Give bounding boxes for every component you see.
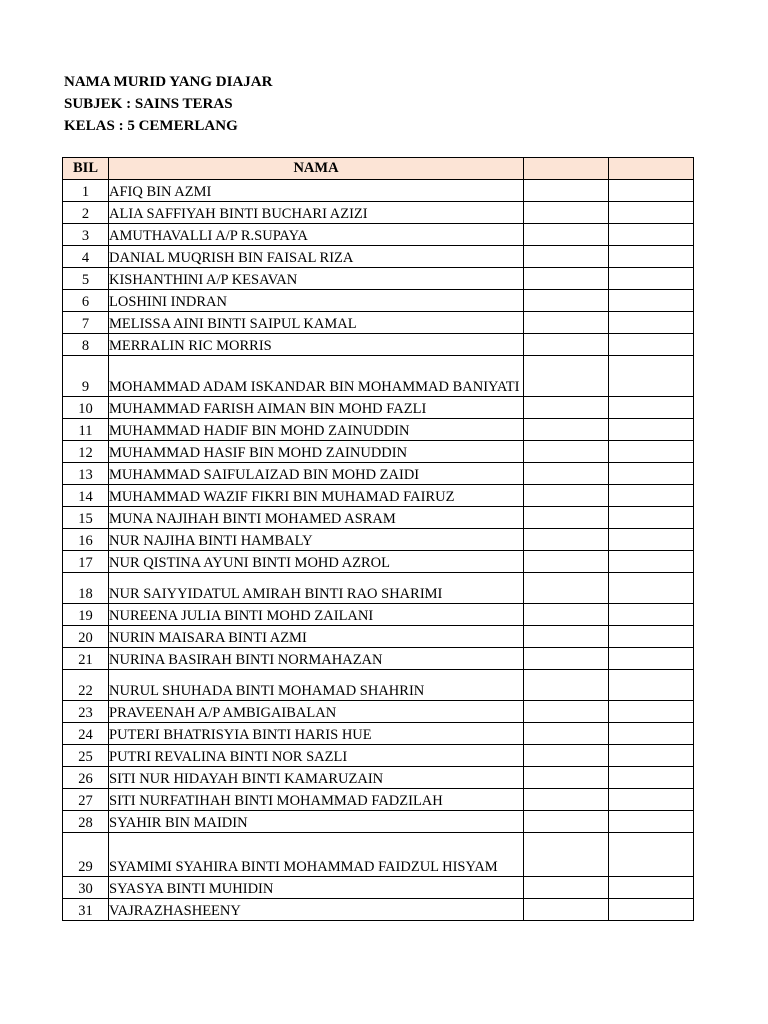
blank-cell-2 [609,573,694,604]
row-number: 2 [63,202,109,224]
table-row [63,767,694,789]
table-row [63,723,694,745]
student-name: SITI NURFATIHAH BINTI MOHAMMAD FADZILAH [109,789,524,811]
table-row [63,290,694,312]
row-number: 18 [63,573,109,604]
blank-cell-1 [524,224,609,246]
blank-cell-1 [524,485,609,507]
student-name: PUTRI REVALINA BINTI NOR SAZLI [109,745,524,767]
table-row [63,811,694,833]
table-row [63,268,694,290]
row-number: 17 [63,551,109,573]
blank-cell-1 [524,356,609,397]
row-number: 24 [63,723,109,745]
table-row [63,224,694,246]
table-row [63,789,694,811]
student-name: SITI NUR HIDAYAH BINTI KAMARUZAIN [109,767,524,789]
student-name: NURIN MAISARA BINTI AZMI [109,626,524,648]
header-blank-2 [609,158,694,180]
blank-cell-1 [524,648,609,670]
student-name: MUHAMMAD HASIF BIN MOHD ZAINUDDIN [109,441,524,463]
table-row [63,529,694,551]
student-name: MUHAMMAD FARISH AIMAN BIN MOHD FAZLI [109,397,524,419]
header-bil: BIL [63,158,109,180]
student-name: SYAMIMI SYAHIRA BINTI MOHAMMAD FAIDZUL HISYAM [109,833,524,877]
row-number: 1 [63,180,109,202]
row-number: 9 [63,356,109,397]
row-number: 31 [63,899,109,921]
blank-cell-2 [609,224,694,246]
row-number: 16 [63,529,109,551]
blank-cell-1 [524,419,609,441]
student-name: NURINA BASIRAH BINTI NORMAHAZAN [109,648,524,670]
blank-cell-2 [609,334,694,356]
row-number: 20 [63,626,109,648]
blank-cell-2 [609,419,694,441]
row-number: 30 [63,877,109,899]
student-name: DANIAL MUQRISH BIN FAISAL RIZA [109,246,524,268]
row-number: 10 [63,397,109,419]
row-number: 22 [63,670,109,701]
blank-cell-2 [609,723,694,745]
blank-cell-2 [609,877,694,899]
blank-cell-2 [609,356,694,397]
blank-cell-2 [609,202,694,224]
table-row [63,334,694,356]
title-line: NAMA MURID YANG DIAJAR [64,74,273,90]
row-number: 21 [63,648,109,670]
blank-cell-2 [609,246,694,268]
blank-cell-2 [609,670,694,701]
blank-cell-2 [609,312,694,334]
blank-cell-1 [524,268,609,290]
blank-cell-1 [524,604,609,626]
blank-cell-2 [609,701,694,723]
student-name: VAJRAZHASHEENY [109,899,524,921]
student-name: NUR SAIYYIDATUL AMIRAH BINTI RAO SHARIMI [109,573,524,604]
blank-cell-2 [609,268,694,290]
table-row [63,701,694,723]
table-row [63,899,694,921]
blank-cell-2 [609,626,694,648]
blank-cell-1 [524,626,609,648]
blank-cell-1 [524,789,609,811]
table-row [63,202,694,224]
row-number: 15 [63,507,109,529]
blank-cell-1 [524,529,609,551]
row-number: 3 [63,224,109,246]
blank-cell-1 [524,290,609,312]
student-name: AMUTHAVALLI A/P R.SUPAYA [109,224,524,246]
blank-cell-1 [524,573,609,604]
blank-cell-2 [609,833,694,877]
row-number: 7 [63,312,109,334]
student-name: AFIQ BIN AZMI [109,180,524,202]
blank-cell-2 [609,507,694,529]
table-row [63,833,694,877]
student-name: NUR QISTINA AYUNI BINTI MOHD AZROL [109,551,524,573]
blank-cell-2 [609,789,694,811]
row-number: 25 [63,745,109,767]
header-blank-1 [524,158,609,180]
table-row [63,551,694,573]
blank-cell-1 [524,701,609,723]
blank-cell-1 [524,180,609,202]
row-number: 5 [63,268,109,290]
row-number: 8 [63,334,109,356]
table-row [63,356,694,397]
blank-cell-1 [524,334,609,356]
blank-cell-1 [524,551,609,573]
student-name: PRAVEENAH A/P AMBIGAIBALAN [109,701,524,723]
blank-cell-1 [524,397,609,419]
student-name: LOSHINI INDRAN [109,290,524,312]
header-nama: NAMA [109,158,524,180]
student-name: NUREENA JULIA BINTI MOHD ZAILANI [109,604,524,626]
table-body [63,180,694,921]
student-name: NUR NAJIHA BINTI HAMBALY [109,529,524,551]
row-number: 26 [63,767,109,789]
student-name: SYAHIR BIN MAIDIN [109,811,524,833]
blank-cell-1 [524,811,609,833]
table-row [63,745,694,767]
row-number: 23 [63,701,109,723]
table-row [63,312,694,334]
blank-cell-2 [609,485,694,507]
student-name: SYASYA BINTI MUHIDIN [109,877,524,899]
row-number: 6 [63,290,109,312]
class-line: KELAS : 5 CEMERLANG [64,118,238,134]
row-number: 12 [63,441,109,463]
blank-cell-1 [524,246,609,268]
row-number: 19 [63,604,109,626]
blank-cell-2 [609,745,694,767]
blank-cell-1 [524,463,609,485]
blank-cell-1 [524,877,609,899]
blank-cell-2 [609,811,694,833]
student-name: ALIA SAFFIYAH BINTI BUCHARI AZIZI [109,202,524,224]
row-number: 29 [63,833,109,877]
blank-cell-2 [609,767,694,789]
row-number: 14 [63,485,109,507]
table-row [63,626,694,648]
blank-cell-2 [609,899,694,921]
student-name: MUNA NAJIHAH BINTI MOHAMED ASRAM [109,507,524,529]
blank-cell-2 [609,648,694,670]
blank-cell-2 [609,604,694,626]
document-header [64,71,272,137]
student-name: MUHAMMAD SAIFULAIZAD BIN MOHD ZAIDI [109,463,524,485]
blank-cell-1 [524,723,609,745]
blank-cell-1 [524,833,609,877]
student-name: MELISSA AINI BINTI SAIPUL KAMAL [109,312,524,334]
student-name: MUHAMMAD HADIF BIN MOHD ZAINUDDIN [109,419,524,441]
blank-cell-1 [524,507,609,529]
table-row [63,485,694,507]
blank-cell-1 [524,767,609,789]
blank-cell-2 [609,529,694,551]
blank-cell-1 [524,899,609,921]
blank-cell-2 [609,180,694,202]
blank-cell-1 [524,745,609,767]
blank-cell-1 [524,202,609,224]
blank-cell-2 [609,551,694,573]
row-number: 28 [63,811,109,833]
blank-cell-2 [609,441,694,463]
row-number: 4 [63,246,109,268]
student-name: MUHAMMAD WAZIF FIKRI BIN MUHAMAD FAIRUZ [109,485,524,507]
table-row [63,877,694,899]
row-number: 27 [63,789,109,811]
table-row [63,246,694,268]
table-row [63,419,694,441]
blank-cell-1 [524,670,609,701]
subject-line: SUBJEK : SAINS TERAS [64,96,233,112]
table-row [63,463,694,485]
table-row [63,507,694,529]
student-name: MERRALIN RIC MORRIS [109,334,524,356]
table-row [63,180,694,202]
blank-cell-2 [609,397,694,419]
row-number: 11 [63,419,109,441]
table-row [63,397,694,419]
blank-cell-2 [609,290,694,312]
table-row [63,604,694,626]
table-header-row [63,158,694,180]
student-name: NURUL SHUHADA BINTI MOHAMAD SHAHRIN [109,670,524,701]
student-table [62,157,694,921]
student-name: KISHANTHINI A/P KESAVAN [109,268,524,290]
student-name: PUTERI BHATRISYIA BINTI HARIS HUE [109,723,524,745]
row-number: 13 [63,463,109,485]
student-name: MOHAMMAD ADAM ISKANDAR BIN MOHAMMAD BANIYATI [109,356,524,397]
blank-cell-1 [524,441,609,463]
blank-cell-2 [609,463,694,485]
table-row [63,670,694,701]
table-row [63,441,694,463]
blank-cell-1 [524,312,609,334]
table-row [63,573,694,604]
table-row [63,648,694,670]
